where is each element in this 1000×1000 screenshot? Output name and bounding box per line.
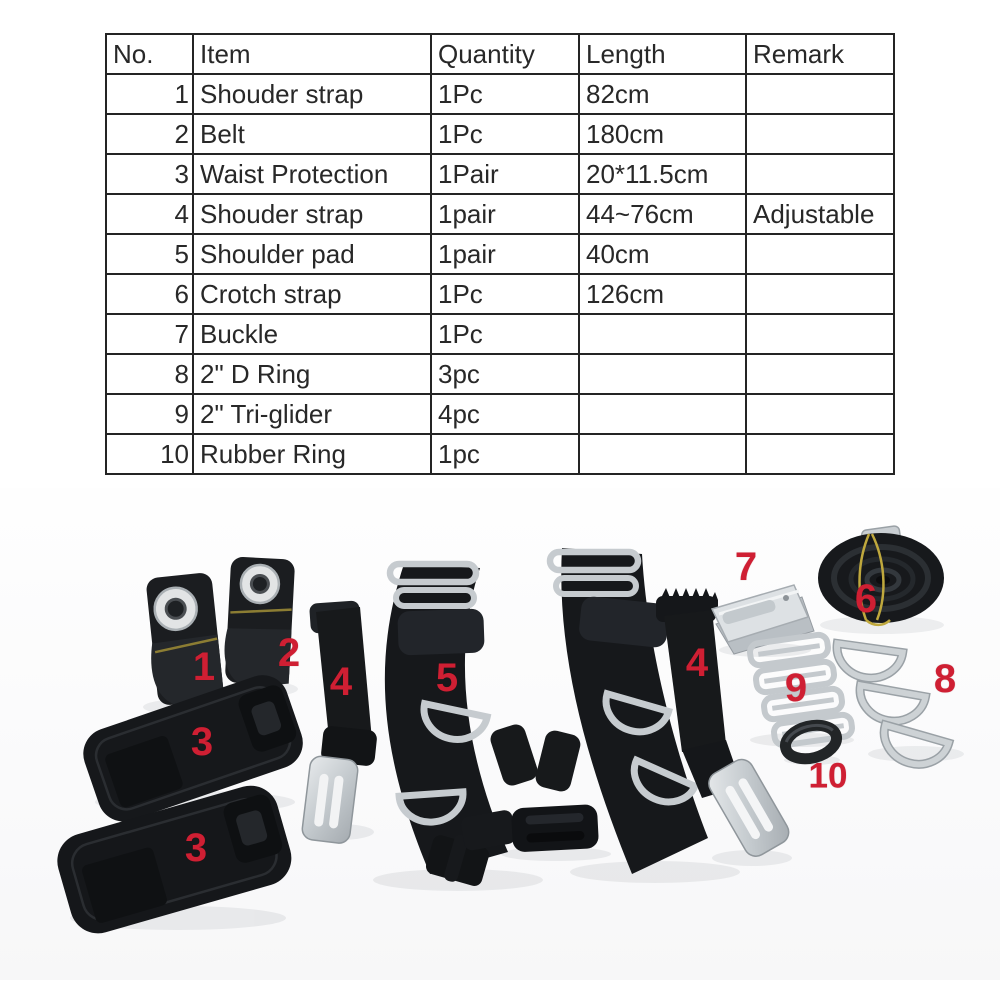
cell-length: 180cm xyxy=(579,114,746,154)
cell-no: 6 xyxy=(106,274,193,314)
col-header-length: Length xyxy=(579,34,746,74)
photo-label-2: 2 xyxy=(277,631,301,675)
photo-label-10: 10 xyxy=(808,756,848,796)
cell-item: 2" Tri-glider xyxy=(193,394,431,434)
cell-item: Crotch strap xyxy=(193,274,431,314)
spec-table xyxy=(105,33,895,475)
cell-remark xyxy=(746,114,894,154)
cell-item: Shoulder pad xyxy=(193,234,431,274)
photo-label-3b: 3 xyxy=(184,826,208,870)
photo-label-9: 9 xyxy=(784,666,808,710)
cell-remark xyxy=(746,314,894,354)
cell-quantity: 1Pc xyxy=(431,74,579,114)
cell-no: 4 xyxy=(106,194,193,234)
table-row xyxy=(106,434,894,474)
cell-no: 7 xyxy=(106,314,193,354)
cell-quantity: 1pc xyxy=(431,434,579,474)
photo-label-1: 1 xyxy=(192,645,216,689)
metal-hook xyxy=(704,755,793,860)
table-row xyxy=(106,354,894,394)
table-row xyxy=(106,234,894,274)
cell-quantity: 1pair xyxy=(431,234,579,274)
cell-length xyxy=(579,354,746,394)
cell-length xyxy=(579,434,746,474)
cell-item: Shouder strap xyxy=(193,194,431,234)
table-row xyxy=(106,74,894,114)
d-ring xyxy=(833,643,903,682)
photo-label-3a: 3 xyxy=(190,720,214,764)
cell-no: 5 xyxy=(106,234,193,274)
table-row xyxy=(106,274,894,314)
photo-label-7: 7 xyxy=(734,545,758,589)
velcro-flap xyxy=(397,609,484,656)
cell-quantity: 1Pc xyxy=(431,274,579,314)
cell-item: Buckle xyxy=(193,314,431,354)
table-row xyxy=(106,394,894,434)
product-photo-canvas xyxy=(0,488,1000,980)
d-ring xyxy=(855,685,925,726)
photo-item-6-belt-roll xyxy=(818,525,944,624)
side-release-buckle xyxy=(511,804,599,852)
cell-length xyxy=(579,314,746,354)
cell-item: Waist Protection xyxy=(193,154,431,194)
product-photo xyxy=(0,488,1000,980)
photo-label-4b: 4 xyxy=(685,641,709,685)
cell-remark: Adjustable xyxy=(746,194,894,234)
photo-label-5: 5 xyxy=(435,656,459,700)
photo-label-6: 6 xyxy=(854,577,878,621)
photo-item-4-strap-left xyxy=(301,600,378,844)
metal-hook xyxy=(301,755,359,844)
cell-length: 20*11.5cm xyxy=(579,154,746,194)
cell-item: Shouder strap xyxy=(193,74,431,114)
cell-length: 40cm xyxy=(579,234,746,274)
cell-remark xyxy=(746,274,894,314)
cell-remark xyxy=(746,354,894,394)
cell-quantity: 4pc xyxy=(431,394,579,434)
cell-length: 82cm xyxy=(579,74,746,114)
cell-item: Rubber Ring xyxy=(193,434,431,474)
photo-label-8: 8 xyxy=(933,657,957,701)
table-row xyxy=(106,154,894,194)
cell-no: 3 xyxy=(106,154,193,194)
cell-quantity: 1pair xyxy=(431,194,579,234)
cell-quantity: 1Pc xyxy=(431,114,579,154)
cell-length: 126cm xyxy=(579,274,746,314)
cell-remark xyxy=(746,234,894,274)
table-row xyxy=(106,114,894,154)
col-header-remark: Remark xyxy=(746,34,894,74)
cell-quantity: 1Pc xyxy=(431,314,579,354)
photo-label-4a: 4 xyxy=(329,660,353,704)
cell-length xyxy=(579,394,746,434)
cell-quantity: 3pc xyxy=(431,354,579,394)
table-row xyxy=(106,194,894,234)
cell-remark xyxy=(746,74,894,114)
cell-length: 44~76cm xyxy=(579,194,746,234)
col-header-quantity: Quantity xyxy=(431,34,579,74)
cell-no: 9 xyxy=(106,394,193,434)
cell-quantity: 1Pair xyxy=(431,154,579,194)
cell-no: 10 xyxy=(106,434,193,474)
cell-remark xyxy=(746,434,894,474)
cell-no: 8 xyxy=(106,354,193,394)
table-header-row xyxy=(106,34,894,74)
cell-no: 2 xyxy=(106,114,193,154)
cell-remark xyxy=(746,394,894,434)
col-header-item: Item xyxy=(193,34,431,74)
cell-item: Belt xyxy=(193,114,431,154)
cell-remark xyxy=(746,154,894,194)
cell-item: 2" D Ring xyxy=(193,354,431,394)
table-row xyxy=(106,314,894,354)
cell-no: 1 xyxy=(106,74,193,114)
col-header-no: No. xyxy=(106,34,193,74)
